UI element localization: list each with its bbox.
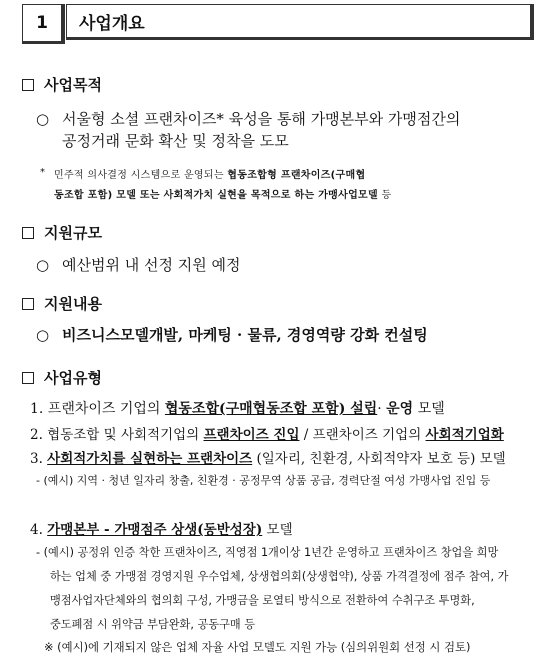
type-item-1: 1. 프랜차이즈 기업의 협동조합(구매협동조합 포함) 설립· 운영 모델 xyxy=(30,401,445,417)
type-item-3-example: - (예시) 지역 · 청년 일자리 창출, 친환경 · 공정무역 상품 공급, 경력단절 여성 가맹사업 진입 등 xyxy=(36,474,491,487)
note-mark: * xyxy=(40,167,46,178)
section-number: 1 xyxy=(22,4,65,44)
type-item-3: 3. 사회적가치를 실현하는 프랜차이즈 (일자리, 친환경, 사회적약자 보호 등) 모델 xyxy=(30,451,506,467)
type-item-4-example-line-1: - (예시) 공정위 인증 착한 프랜차이즈, 직영점 1개이상 1년간 운영하고 프랜차이즈 창업을 희망 xyxy=(36,546,499,559)
purpose-line-2: 공정거래 문화 확산 및 정착을 도모 xyxy=(62,132,289,150)
type-item-4-example-line-4: 중도폐점 시 위약금 부담완화, 공동구매 등 xyxy=(50,618,256,631)
purpose-line-1: 서울형 소셜 프랜차이즈* 육성을 통해 가맹본부와 가맹점간의 xyxy=(62,110,461,128)
section-heading-purpose: 사업목적 xyxy=(22,74,102,95)
scale-text: 예산범위 내 선정 지원 예정 xyxy=(62,256,241,274)
footnote: ※ (예시)에 기재되지 않은 업체 자율 사업 모델도 지원 가능 (심의위원회 선정 시 검토) xyxy=(44,640,471,654)
section-heading-types: 사업유형 xyxy=(22,367,102,388)
checkbox-square-icon xyxy=(22,79,34,91)
type-item-4-example-line-3: 맹점사업자단체와의 협의회 구성, 가맹금을 로열티 방식으로 전환하여 수취구조 투명화, xyxy=(50,594,475,607)
content-bullet: ○ xyxy=(36,326,50,344)
checkbox-square-icon xyxy=(22,227,34,239)
type-item-4-example-line-2: 하는 업체 중 가맹점 경영지원 우수업체, 상생협의회(상생협약), 상품 가격결정에 점주 참여, 가 xyxy=(50,570,509,583)
note-line-1: 민주적 의사결정 시스템으로 운영되는 협동조합형 프랜차이즈(구매협 xyxy=(54,170,366,181)
type-item-4: 4. 가맹본부 - 가맹점주 상생(동반성장) 모델 xyxy=(30,522,293,538)
section-heading-content: 지원내용 xyxy=(22,293,102,314)
content-text: 비즈니스모델개발, 마케팅 · 물류, 경영역량 강화 컨설팅 xyxy=(62,326,428,344)
note-line-2: 동조합 포함) 모델 또는 사회적가치 실현을 목적으로 하는 가맹사업모델 등 xyxy=(54,190,392,201)
section-heading-scale: 지원규모 xyxy=(22,222,102,243)
page-title: 사업개요 xyxy=(66,4,534,40)
type-item-2: 2. 협동조합 및 사회적기업의 프랜차이즈 진입 / 프랜차이즈 기업의 사회적기업화 xyxy=(30,427,504,443)
purpose-bullet: ○ xyxy=(36,110,50,128)
checkbox-square-icon xyxy=(22,298,34,310)
scale-bullet: ○ xyxy=(36,256,50,274)
checkbox-square-icon xyxy=(22,372,34,384)
